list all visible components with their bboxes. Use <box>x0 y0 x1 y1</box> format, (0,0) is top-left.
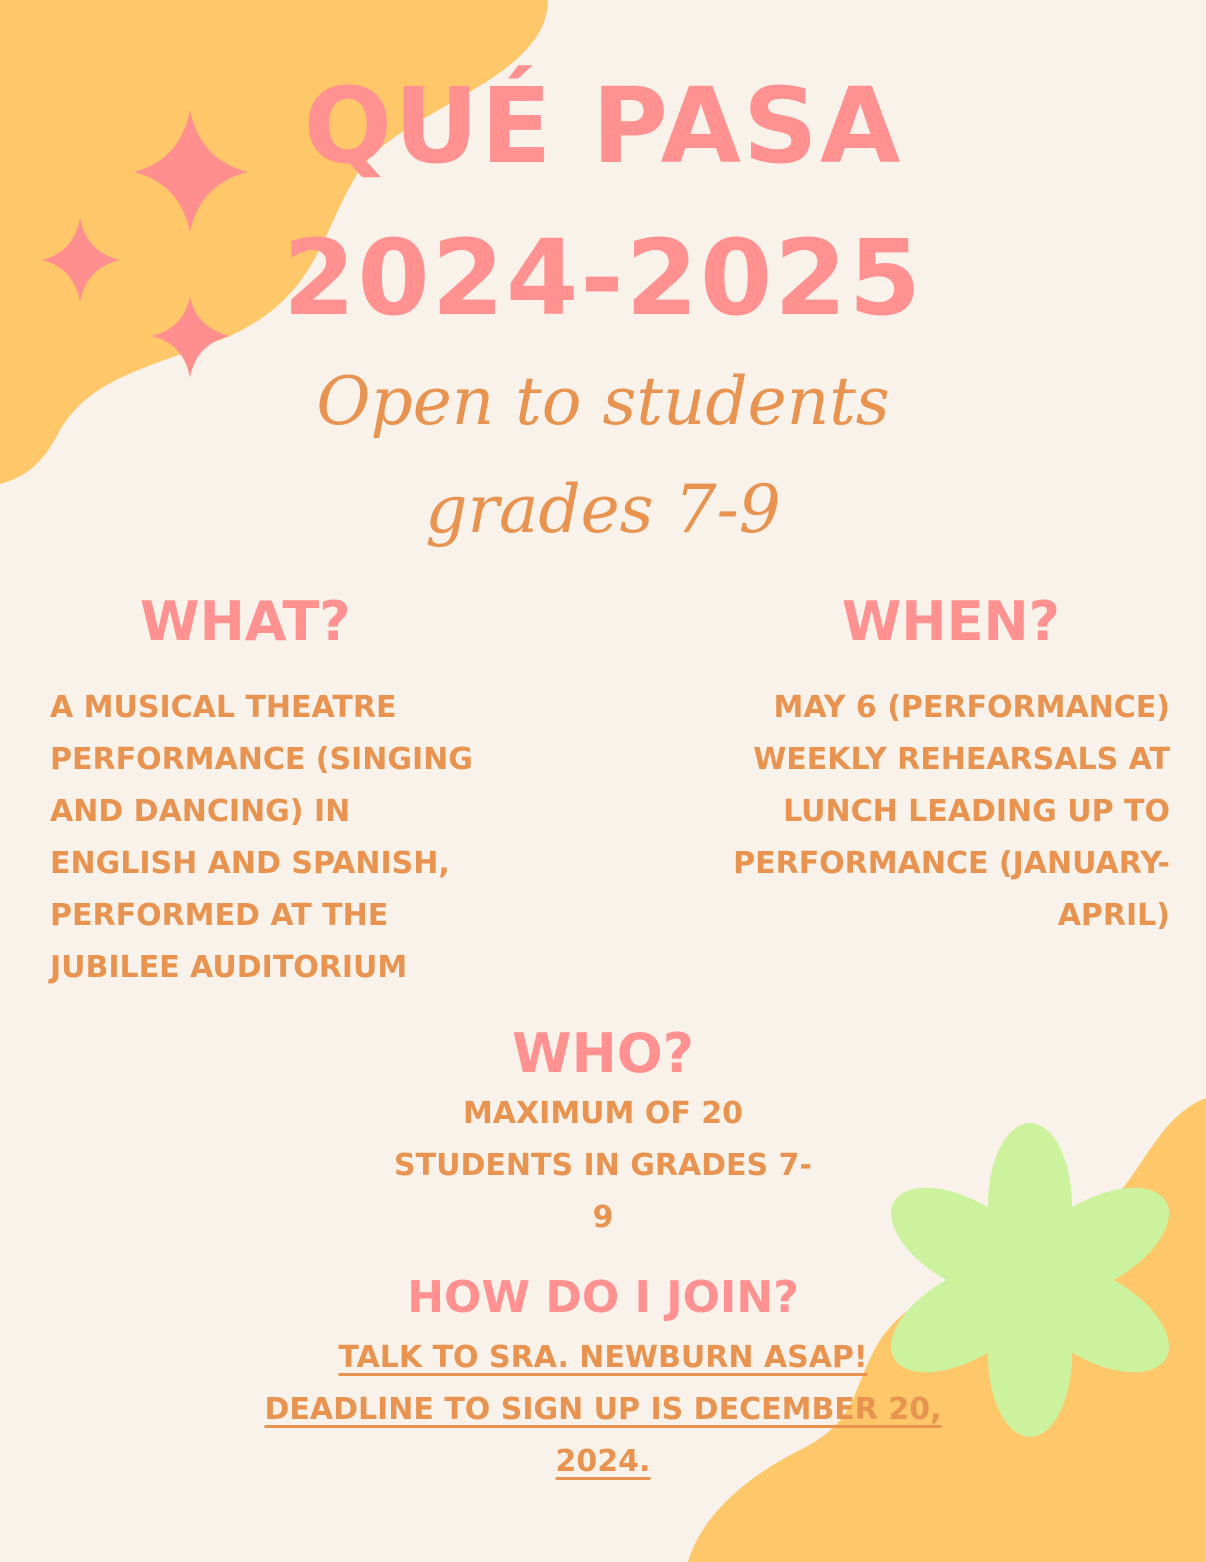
what-description: A MUSICAL THEATRE PERFORMANCE (SINGING AND DANCING) IN ENGLISH AND SPANISH, PERFORMED AT THE JUBILEE AUDITORIUM <box>50 690 473 985</box>
who-heading: WHO? <box>512 1022 694 1085</box>
when-heading: WHEN? <box>841 590 1060 653</box>
page-title-line-1: QUÉ PASA <box>303 65 903 187</box>
subtitle-line-2: grades 7-9 <box>425 471 781 548</box>
how-description: TALK TO SRA. NEWBURN ASAP! DEADLINE TO SIGN UP IS DECEMBER 20, 2024. <box>264 1340 942 1479</box>
who-description: MAXIMUM OF 20 STUDENTS IN GRADES 7-9 <box>394 1096 812 1235</box>
when-description: MAY 6 (PERFORMANCE) WEEKLY REHEARSALS AT LUNCH LEADING UP TO PERFORMANCE (JANUARY-APRIL) <box>733 690 1170 933</box>
subtitle-line-1: Open to students <box>316 363 890 440</box>
how-heading: HOW DO I JOIN? <box>407 1272 799 1323</box>
page-title-line-2: 2024-2025 <box>282 217 924 339</box>
what-heading: WHAT? <box>140 590 351 653</box>
